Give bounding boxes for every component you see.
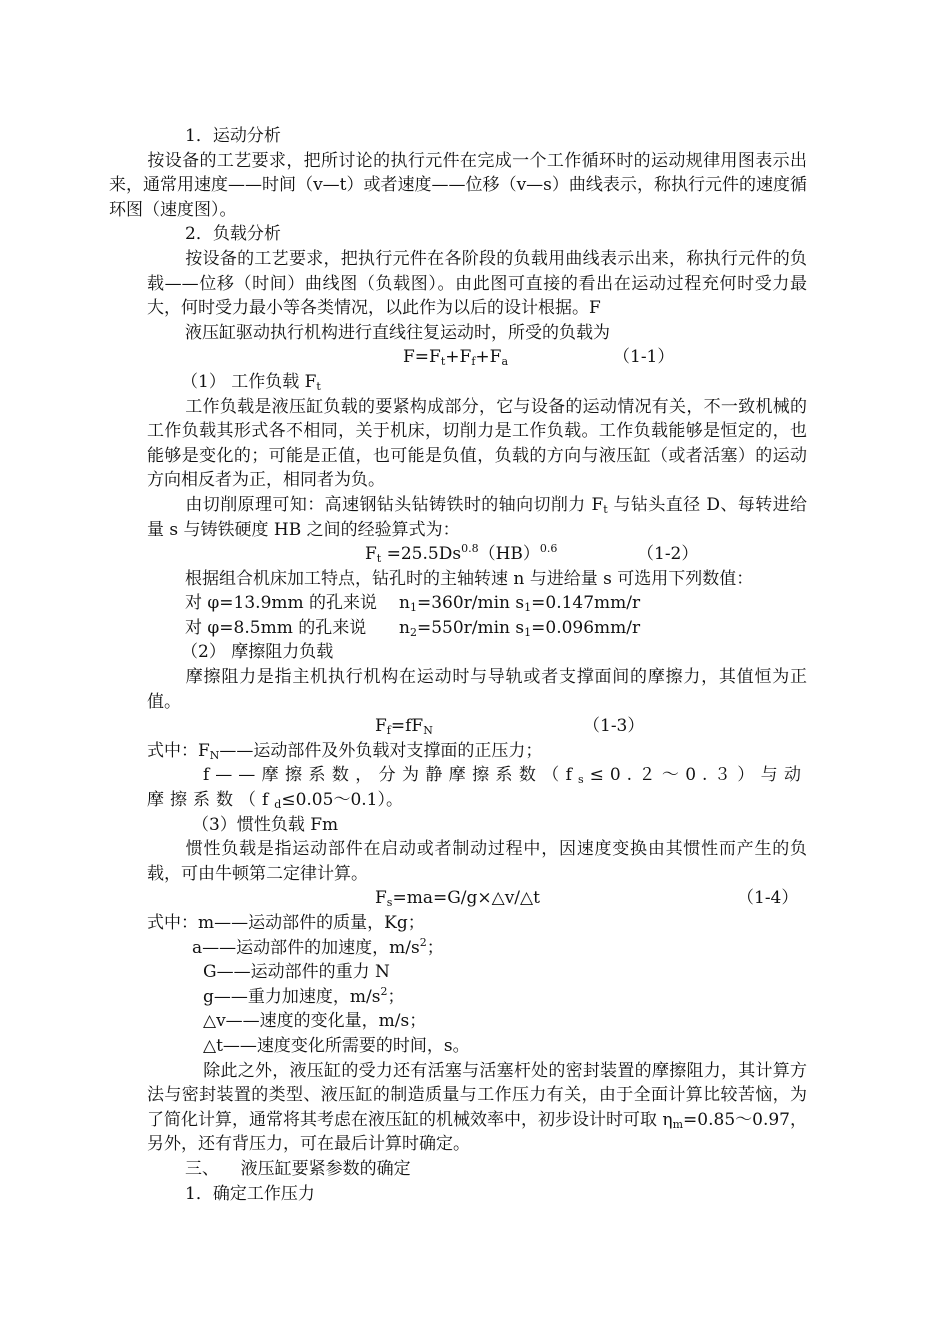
friction-where-normal-force: 式中：$F_N——$运动部件及外负载对支撑面的正压力； xyxy=(147,740,543,762)
equation-number: （1-4） xyxy=(737,888,799,909)
case-row-1 xyxy=(147,591,807,616)
case-label: 对 φ=13.9mm 的孔来说 xyxy=(185,593,378,614)
paragraph-work-load: 工作负载是液压缸负载的要紧构成部分，它与设备的运动情况有关，不一致机械的工作负载其形式各不相同，关于机床，切削力是工作负载。工作负载能够是恒定的，也能够是变化的；可能是正值，也可能是负值，负载的方向与液压缸（或者活塞）的运动方向相反者为正，相同者为负。 xyxy=(147,396,807,491)
friction-where-coefficient: f——摩擦系数，分为静摩擦系数$(f_s\le 0.2\sim 0.3)$与动摩擦系数$(f_d\le 0.05\sim 0.1)$。 xyxy=(147,765,807,812)
equation-number: （1-2） xyxy=(637,544,699,565)
equation-number: （1-3） xyxy=(583,716,645,737)
document-body xyxy=(109,124,808,1206)
equation-formula: $F_s=ma=G/g\times\triangle v/\triangle t$ xyxy=(375,888,540,910)
equation-number: （1-1） xyxy=(613,347,675,368)
paragraph-machining: 根据组合机床加工特点，钻孔时的主轴转速 n 与进给量 s 可选用下列数值： xyxy=(185,568,754,589)
section-heading-load: 2．负载分析 xyxy=(185,224,281,245)
paragraph-load: 按设备的工艺要求，把执行元件在各阶段的负载用曲线表示出来，称执行元件的负载——位移（时间）曲线图（负载图）。由此图可直接的看出在运动过程充何时受力最大，何时受力最小等各类情况，以此作为以后的设计根据。F xyxy=(147,248,807,319)
inertia-where-velocity-change: △v——速度的变化量，m/s； xyxy=(203,1011,427,1032)
section-heading-working-pressure: 1．确定工作压力 xyxy=(185,1183,315,1204)
paragraph-friction: 摩擦阻力是指主机执行机构在运动时与导轨或者支撑面间的摩擦力，其值恒为正值。 xyxy=(147,667,807,712)
equation-formula: $F=F_t+F_f+F_a$ xyxy=(403,347,508,369)
paragraph-cutting-force: 由切削原理可知：高速钢钻头钻铸铁时的轴向切削力 $F_t$ 与钻头直径 D、每转进给量 s 与铸铁硬度 HB 之间的经验算式为： xyxy=(147,494,808,540)
case-row-2 xyxy=(147,616,807,641)
equation-1-4 xyxy=(147,886,807,911)
subsection-heading-friction: （2） 摩擦阻力负载 xyxy=(181,642,334,663)
inertia-where-weight: G——运动部件的重力 N xyxy=(203,962,390,983)
inertia-where-time: △t——速度变化所需要的时间，s。 xyxy=(203,1035,470,1056)
equation-formula: $F_t =25.5Ds^{0.8}(HB)^{0.6}$ xyxy=(365,542,558,566)
paragraph-inertia: 惯性负载是指运动部件在启动或者制动过程中，因速度变换由其惯性而产生的负载，可由牛顿第二定律计算。 xyxy=(147,839,807,884)
subsection-heading-inertia: （3）惯性负载 Fm xyxy=(192,814,339,835)
paragraph-motion: 按设备的工艺要求，把所讨论的执行元件在完成一个工作循环时的运动规律用图表示出来，通常用速度——时间（v—t）或者速度——位移（v—s）曲线表示，称执行元件的速度循环图（速度图）。 xyxy=(109,150,807,220)
paragraph-efficiency: 除此之外，液压缸的受力还有活塞与活塞杆处的密封装置的摩擦阻力，其计算方法与密封装置的类型、液压缸的制造质量与工作压力有关，由于全面计算比较苦恼，为了简化计算，通常将其考虑在液压缸的机械效率中，初步设计时可取 $\eta_m=0.85\sim 0.97$，另外，还有背压力，可在最后计算时确定。 xyxy=(147,1060,807,1155)
inertia-where-gravity: g——重力加速度，$m/s^2$； xyxy=(203,984,405,1007)
equation-formula: $F_f=fF_N$ xyxy=(375,716,433,738)
equation-1-1 xyxy=(147,345,807,370)
case-values: $n_2=550r/\min$ $s_1=0.096mm/r$ xyxy=(399,617,641,639)
equation-1-3 xyxy=(147,714,807,739)
inertia-where-mass: 式中：m——运动部件的质量，Kg； xyxy=(147,913,425,933)
equation-1-2 xyxy=(147,542,807,567)
case-values: $n_1=360r/\min$ $s_1=0.147mm/r$ xyxy=(399,593,641,615)
section-heading-motion: 1．运动分析 xyxy=(185,126,281,146)
case-label: 对 φ=8.5mm 的孔来说 xyxy=(185,617,367,638)
subsection-heading-work-load: （1） 工作负载 $F_t$ xyxy=(181,371,321,393)
section-heading-parameters: 三、 液压缸要紧参数的确定 xyxy=(185,1158,411,1179)
paragraph-load-intro: 液压缸驱动执行机构进行直线往复运动时，所受的负载为 xyxy=(185,322,610,343)
inertia-where-acceleration: a——运动部件的加速度，$m/s^2$； xyxy=(192,935,444,958)
